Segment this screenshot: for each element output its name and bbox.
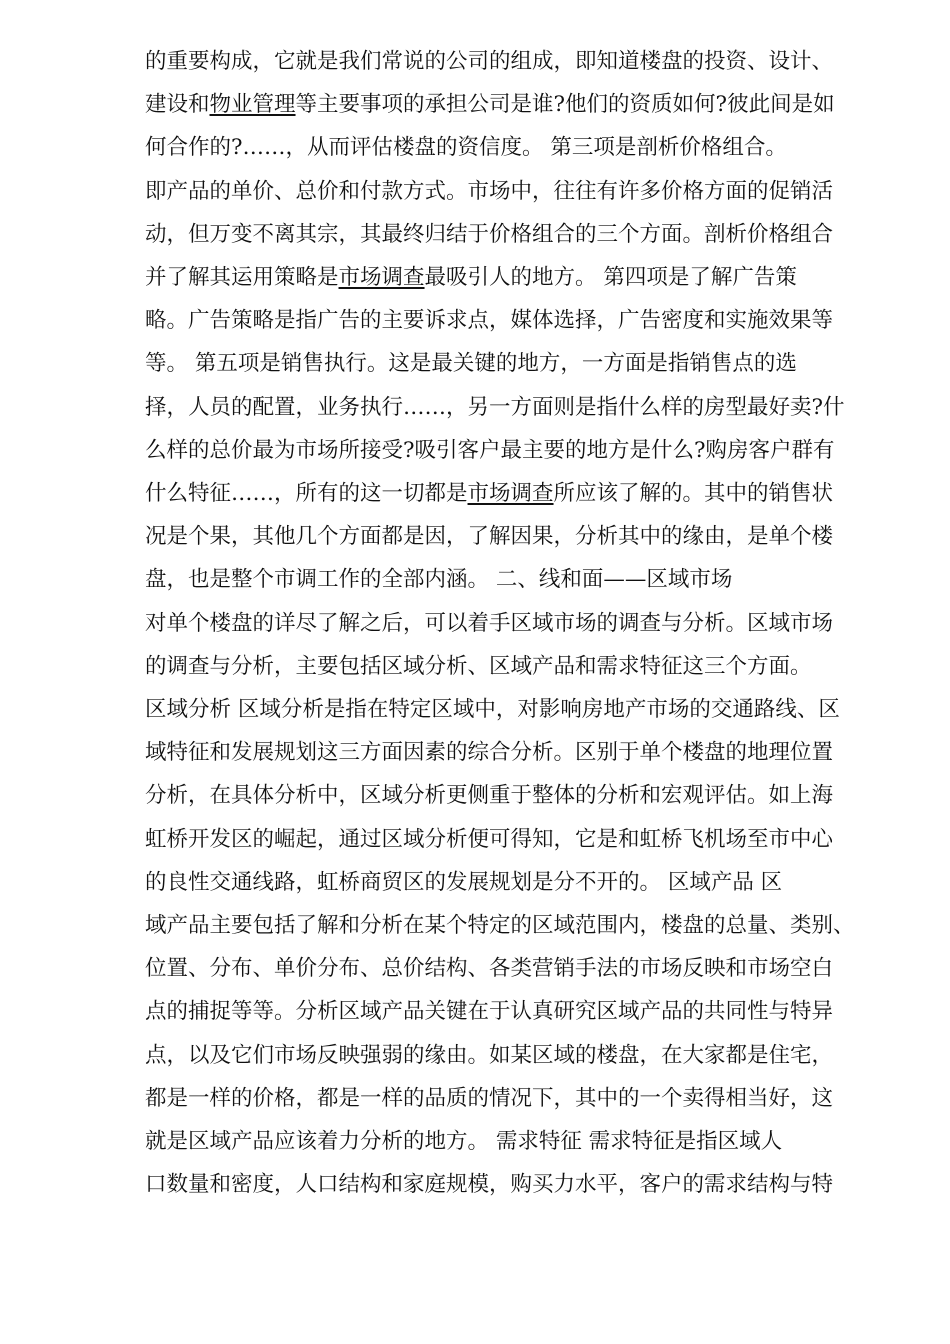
text-line (145, 782, 833, 810)
underlined-term: 市场调查 (467, 481, 554, 506)
text-line (145, 394, 845, 422)
text-segment: 等主要事项的承担公司是谁?他们的资质如何?彼此间是如 (295, 92, 835, 118)
underlined-term: 市场调查 (338, 265, 425, 290)
text-segment: 动，但万变不离其宗，其最终归结于价格组合的三个方面。剖析价格组合 (145, 221, 834, 247)
underlined-term: 物业管理 (209, 92, 296, 118)
text-line (145, 696, 840, 724)
text-segment: 域特征和发展规划这三方面因素的综合分析。区别于单个楼盘的地理位置 (145, 740, 834, 766)
text-segment: 况是个果，其他几个方面都是因，了解因果，分析其中的缘由，是单个楼 (145, 524, 834, 550)
text-line (145, 264, 797, 292)
text-segment: 所应该了解的。其中的销售状 (553, 481, 834, 506)
text-line (145, 307, 833, 335)
text-segment: 即产品的单价、总价和付款方式。市场中，往往有许多价格方面的促销活 (145, 178, 834, 204)
text-segment: 建设和 (145, 92, 210, 118)
text-segment: 的重要构成，它就是我们常说的公司的组成，即知道楼盘的投资、设计、 (145, 49, 834, 74)
text-line (145, 869, 782, 897)
text-segment: 何合作的?……，从而评估楼盘的资信度。 第三项是剖析价格组合。 (145, 135, 787, 161)
text-segment: 点，以及它们市场反映强弱的缘由。如某区域的楼盘，在大家都是住宅， (145, 1042, 834, 1068)
text-line (145, 523, 833, 551)
text-line (145, 91, 835, 119)
text-segment: 最吸引人的地方。 第四项是了解广告策 (424, 265, 797, 290)
text-line (145, 955, 833, 983)
text-segment: 择，人员的配置，业务执行……，另一方面则是指什么样的房型最好卖?什 (145, 394, 845, 420)
text-segment: 虹桥开发区的崛起，通过区域分析便可得知，它是和虹桥飞机场至市中心 (145, 826, 834, 852)
text-line (145, 1171, 833, 1199)
text-line (145, 1128, 782, 1156)
text-segment: 区域分析 区域分析是指在特定区域中，对影响房地产市场的交通路线、区 (145, 697, 840, 722)
text-line (145, 826, 833, 854)
text-segment: 点的捕捉等等。分析区域产品关键在于认真研究区域产品的共同性与特异 (145, 999, 834, 1025)
text-line (145, 1085, 833, 1113)
text-segment: 对单个楼盘的详尽了解之后，可以着手区域市场的调查与分析。区域市场 (145, 610, 834, 636)
text-segment: 盘，也是整个市调工作的全部内涵。 二、线和面——区域市场 (145, 567, 733, 593)
text-line (145, 437, 835, 465)
text-segment: 略。广告策略是指广告的主要诉求点，媒体选择，广告密度和实施效果等 (145, 308, 834, 334)
text-segment: 域产品主要包括了解和分析在某个特定的区域范围内，楼盘的总量、类别、 (145, 913, 855, 938)
text-segment: 的良性交通线路，虹桥商贸区的发展规划是分不开的。 区域产品 区 (145, 869, 783, 895)
text-segment: 的调查与分析，主要包括区域分析、区域产品和需求特征这三个方面。 (145, 653, 812, 679)
text-segment: 分析，在具体分析中，区域分析更侧重于整体的分析和宏观评估。如上海 (145, 783, 834, 809)
text-segment: 么样的总价最为市场所接受?吸引客户最主要的地方是什么?购房客户群有 (145, 437, 835, 463)
text-line (145, 566, 732, 594)
text-line (145, 480, 833, 508)
text-line (145, 178, 833, 206)
text-line (145, 912, 855, 940)
text-line (145, 653, 812, 681)
text-line (145, 739, 833, 767)
text-line (145, 134, 787, 162)
text-line (145, 610, 833, 638)
text-segment: 并了解其运用策略是 (145, 265, 339, 290)
text-line (145, 1042, 833, 1070)
text-segment: 就是区域产品应该着力分析的地方。 需求特征 需求特征是指区域人 (145, 1129, 783, 1154)
text-line (145, 48, 833, 76)
text-segment: 什么特征……，所有的这一切都是 (145, 481, 468, 506)
text-segment: 口数量和密度，人口结构和家庭规模，购买力水平，客户的需求结构与特 (145, 1172, 834, 1198)
text-segment: 等。 第五项是销售执行。这是最关键的地方，一方面是指销售点的选 (145, 351, 797, 377)
text-line (145, 221, 833, 249)
text-line (145, 998, 833, 1026)
text-segment: 位置、分布、单价分布、总价结构、各类营销手法的市场反映和市场空白 (145, 956, 834, 982)
text-line (145, 350, 797, 378)
text-segment: 都是一样的价格，都是一样的品质的情况下，其中的一个卖得相当好，这 (145, 1085, 834, 1111)
